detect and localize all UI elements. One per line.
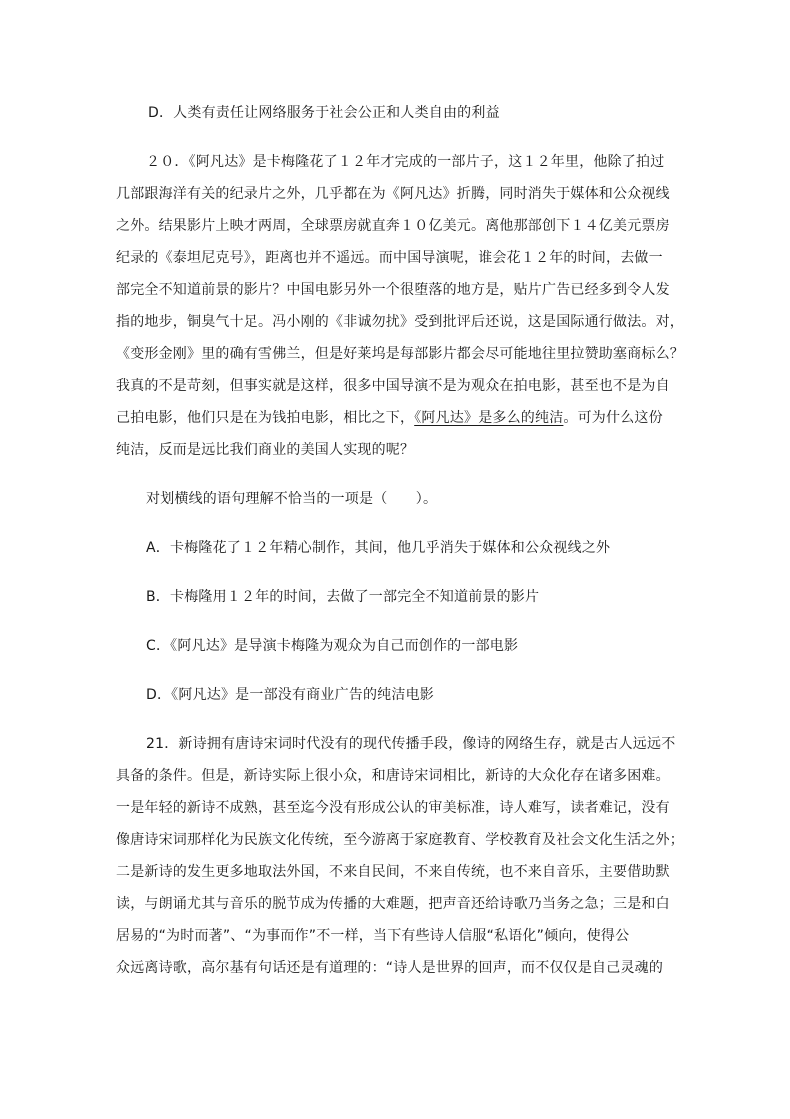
- passage-line: 之外。结果影片上映才两周，全球票房就直奔１０亿美元。离他那部创下１４亿美元票房: [116, 218, 670, 234]
- q20-option-b: B．卡梅隆用１２年的时间，去做了一部完全不知道前景的影片: [146, 589, 540, 605]
- passage-line: 21．新诗拥有唐诗宋词时代没有的现代传播手段，像诗的网络生存，就是古人远远不: [146, 736, 676, 752]
- passage-line: 众远离诗歌，高尔基有句话还是有道理的：“诗人是世界的回声，而不仅仅是自己灵魂的: [116, 960, 664, 976]
- passage-line: 一是年轻的新诗不成熟，甚至迄今没有形成公认的审美标准，诗人难写，读者难记，没有: [116, 800, 670, 816]
- q19-option-d: D．人类有责任让网络服务于社会公正和人类自由的利益: [148, 105, 500, 121]
- underlined-sentence: 《阿凡达》是多么的纯洁: [414, 410, 564, 426]
- passage-line: 纯洁，反而是远比我们商业的美国人实现的呢？: [116, 442, 415, 458]
- q20-option-c: C．《阿凡达》是导演卡梅隆为观众为自己而创作的一部电影: [146, 638, 519, 654]
- passage-line: 《变形金刚》里的确有雪佛兰，但是好莱坞是每部影片都会尽可能地往里拉赞助塞商标么？: [116, 346, 684, 362]
- q20-option-d: D．《阿凡达》是一部没有商业广告的纯洁电影: [146, 687, 434, 703]
- q20-option-a: A．卡梅隆花了１２年精心制作，其间，他几乎消失于媒体和公众视线之外: [146, 540, 611, 556]
- passage-line: ２０．《阿凡达》是卡梅隆花了１２年才完成的一部片子，这１２年里，他除了拍过: [146, 154, 665, 170]
- passage-line: 居易的“为时而著”、“为事而作”不一样，当下有些诗人信服“私语化”倾向，使得公: [116, 928, 630, 944]
- text-after-underline: 。可为什么这份: [563, 410, 663, 426]
- passage-line: 具备的条件。但是，新诗实际上很小众，和唐诗宋词相比，新诗的大众化存在诸多困难。: [116, 768, 670, 784]
- passage-line: 几部跟海洋有关的纪录片之外，几乎都在为《阿凡达》折腾，同时消失于媒体和公众视线: [116, 186, 670, 202]
- passage-line: 读，与朗诵尤其与音乐的脱节成为传播的大难题，把声音还给诗歌乃当务之急；三是和白: [116, 896, 670, 912]
- q20-question: 对划横线的语句理解不恰当的一项是（ ）。: [146, 491, 438, 507]
- text-before-underline: 己拍电影，他们只是在为钱拍电影，相比之下，: [116, 410, 415, 426]
- passage-line: 指的地步，铜臭气十足。冯小刚的《非诚勿扰》受到批评后还说，这是国际通行做法。对，: [116, 314, 684, 330]
- passage-line: 部完全不知道前景的影片？中国电影另外一个很堕落的地方是，贴片广告已经多到令人发: [116, 282, 670, 298]
- passage-line-underlined: [116, 408, 663, 428]
- passage-line: 像唐诗宋词那样化为民族文化传统，至今游离于家庭教育、学校教育及社会文化生活之外；: [116, 832, 684, 848]
- passage-line: 纪录的《泰坦尼克号》，距离也并不遥远。而中国导演呢，谁会花１２年的时间，去做一: [116, 250, 663, 266]
- passage-line: 我真的不是苛刻，但事实就是这样，很多中国导演不是为观众在拍电影，甚至也不是为自: [116, 378, 670, 394]
- passage-line: 二是新诗的发生更多地取法外国，不来自民间，不来自传统，也不来自音乐，主要借助默: [116, 864, 670, 880]
